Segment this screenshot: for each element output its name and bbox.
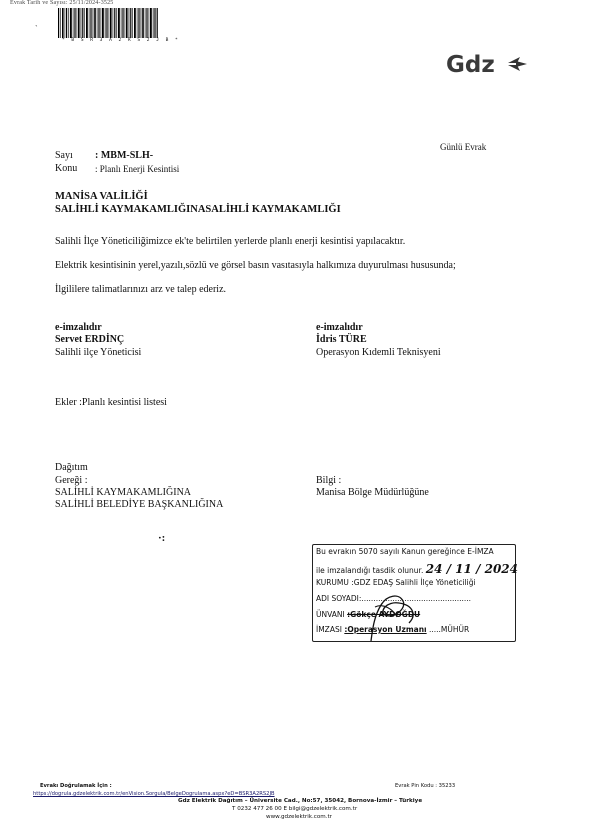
stamp-line-3: KURUMU :GDZ EDAŞ Salihli İlçe Yöneticiliği (316, 578, 476, 587)
distribution-bilgi-label: Bilgi : (316, 475, 342, 486)
stamp-signature-label: İMZASI (316, 625, 342, 634)
signature-2-name: İdris TÜRE (316, 334, 367, 345)
stamp-title-name: :Gökçe AYDOĞDU (347, 610, 421, 619)
sayi-label: Sayı (55, 150, 73, 161)
footer-web[interactable]: www.gdzelektrik.com.tr (266, 814, 332, 820)
signature-1-title: Salihli ilçe Yöneticisi (55, 347, 142, 358)
distribution-geregi-item-1: SALİHLİ KAYMAKAMLIĞINA (55, 487, 192, 498)
priority-label: Günlü Evrak (440, 142, 487, 152)
header-evrak-info: Evrak Tarih ve Sayısı: 25/11/2024-3525 (10, 0, 114, 6)
gdz-logo (446, 52, 536, 84)
stamp-line-4: ADI SOYADI:.............................................. (316, 594, 472, 603)
signature-2-title: Operasyon Kıdemli Teknisyeni (316, 347, 441, 358)
footer-verify-label: Evrakı Doğrulamak İçin : (40, 783, 112, 789)
stamp-line-1: Bu evrakın 5070 sayılı Kanun gereğince E-İMZA (316, 547, 494, 556)
stamp-seal-label: .....MÜHÜR (429, 625, 470, 634)
footer-pin-code: Evrak Pin Kodu : 35233 (395, 783, 456, 789)
distribution-bilgi-item-1: Manisa Bölge Müdürlüğüne (316, 487, 429, 498)
footer-contact: T 0232 477 26 00 E bilgi@gdzelektrik.com.tr (232, 806, 358, 812)
body-paragraph-3: İlgililere talimatlarınızı arz ve talep ederiz. (55, 284, 227, 295)
stamp-handwritten-date: 24 / 11 / 2024 (425, 562, 518, 576)
signature-1-name: Servet ERDİNÇ (55, 334, 125, 345)
stamp-title-label: ÜNVANI (316, 610, 345, 619)
sayi-value: : MBM-SLH- (95, 150, 154, 161)
distribution-geregi-label: Gereği : (55, 475, 88, 486)
stray-mark: ` (35, 24, 38, 33)
addressee-line2: SALİHLİ KAYMAKAMLIĞINASALİHLİ KAYMAKAMLIĞI (55, 204, 341, 215)
body-paragraph-1: Salihli İlçe Yöneticiliğimizce ek'te belirtilen yerlerde planlı enerji kesintisi yapılacaktır. (55, 236, 406, 247)
konu-value: : Planlı Enerji Kesintisi (95, 164, 180, 174)
arrows-logo-icon (506, 55, 528, 75)
handwritten-signature (313, 545, 515, 655)
small-mark: ·: (158, 532, 166, 544)
footer-company-address (178, 798, 422, 804)
barcode-text: * B S R 3 A 2 R S 2 J B * (62, 38, 180, 43)
signature-1-status: e-imzalıdır (55, 322, 102, 333)
barcode (58, 8, 158, 38)
signature-2-status: e-imzalıdır (316, 322, 363, 333)
footer-company: Gdz Elektrik Dağıtım – Üniversite Cad., No:57, 35042, Bornova-İzmir – Türkiye (178, 798, 423, 804)
footer-verify-link[interactable]: https://dogrula.gdzelektrik.com.tr/enVision.Sorgula/BelgeDogrulama.aspx?eD=BSR3A2RS2JB (33, 791, 275, 797)
addressee-line1: MANİSA VALİLİĞİ (55, 191, 148, 202)
body-paragraph-2: Elektrik kesintisinin yerel,yazılı,sözlü ve görsel basın vasıtasıyla halkımıza duyurulması hususunda; (55, 260, 456, 271)
konu-label: Konu (55, 163, 78, 174)
distribution-heading: Dağıtım (55, 462, 88, 473)
distribution-geregi-item-2: SALİHLİ BELEDİYE BAŞKANLIĞINA (55, 499, 224, 510)
e-signature-stamp (312, 544, 516, 642)
logo-text: Gdz (446, 52, 495, 78)
stamp-signature-title: :Operasyon Uzmanı (344, 625, 427, 634)
attachments-line: Ekler :Planlı kesintisi listesi (55, 397, 167, 408)
stamp-line-2-text: ile imzalandığı tasdik olunur. (316, 566, 424, 575)
